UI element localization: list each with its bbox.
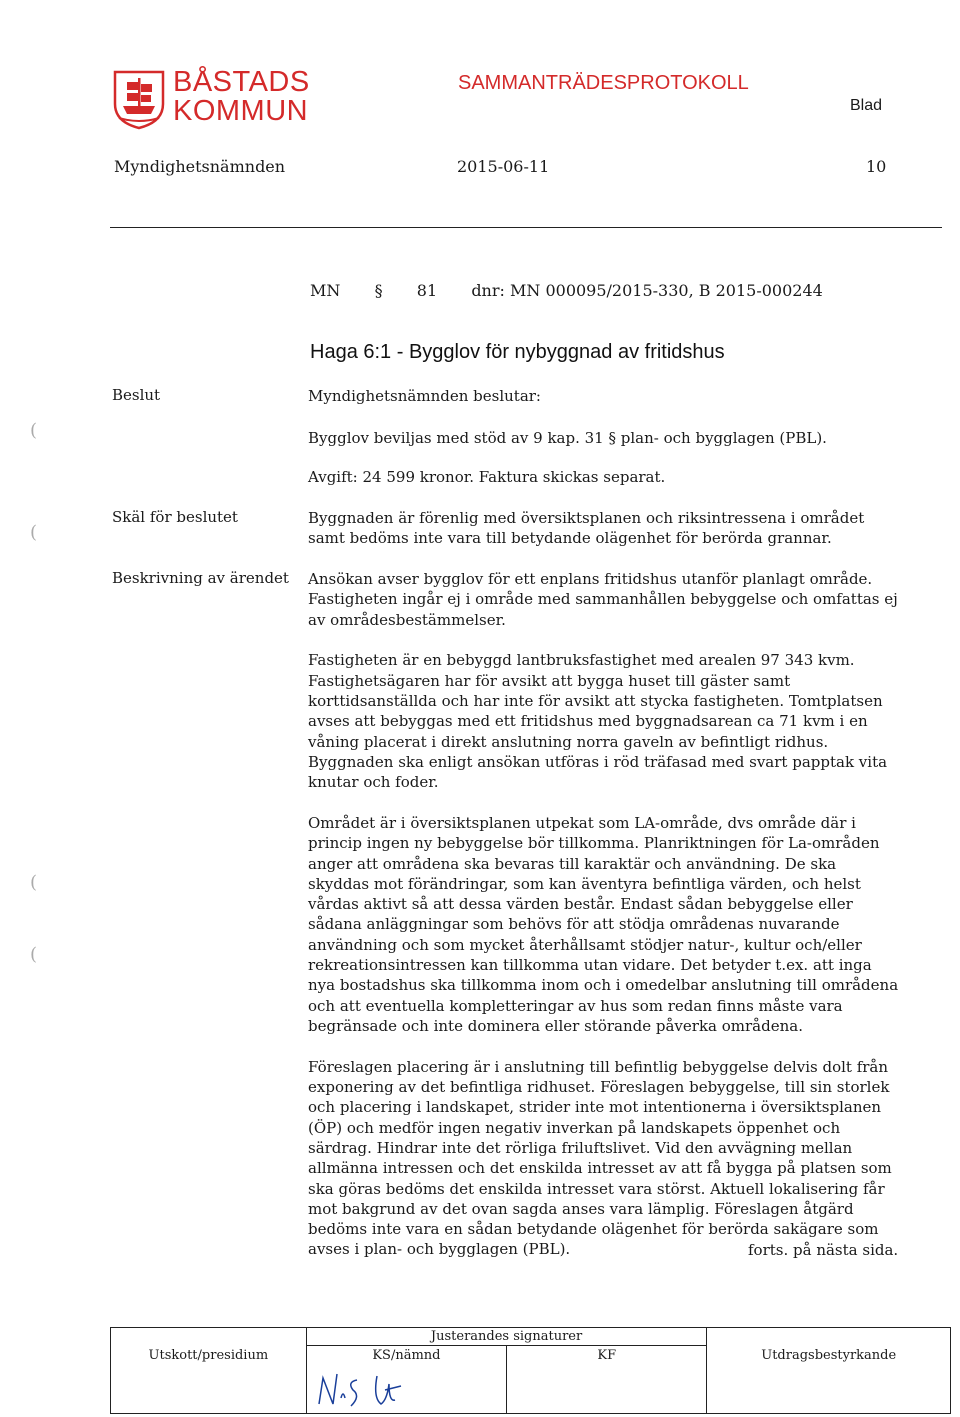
- beskrivning-paragraph-1: Ansökan avser bygglov för ett enplans fritidshus utanför planlagt område. Fastigheten ingår ej i område med sammanhållen bebyggelse och omfattas ej av områdesbestämmelser.: [308, 570, 898, 629]
- col-ks-namnd-label: KS/nämnd: [372, 1348, 441, 1363]
- beslut-line-1: Myndighetsnämnden beslutar:: [308, 387, 541, 405]
- beslut-line-2: Bygglov beviljas med stöd av 9 kap. 31 § plan- och bygglagen (PBL).: [308, 429, 827, 447]
- reference-line: [310, 281, 823, 300]
- diary-number: dnr: MN 000095/2015-330, B 2015-000244: [471, 281, 823, 300]
- municipality-logo: [113, 70, 165, 130]
- handwritten-initials: [315, 1364, 405, 1412]
- col-kf: KF: [507, 1346, 707, 1414]
- protocol-title: SAMMANTRÄDESPROTOKOLL: [458, 72, 749, 94]
- blad-label: Blad: [850, 97, 883, 114]
- continued-note: forts. på nästa sida.: [748, 1241, 899, 1259]
- col-utdragsbestyrkande: Utdragsbestyrkande: [707, 1346, 951, 1414]
- committee-name: Myndighetsnämnden: [114, 157, 286, 176]
- municipality-name-line2: KOMMUN: [173, 95, 309, 127]
- punch-mark-4: (: [30, 944, 38, 965]
- page-number: 10: [866, 157, 887, 176]
- section-sign: §: [374, 281, 383, 300]
- signature-table: [110, 1327, 951, 1414]
- col-ks-namnd: [306, 1346, 506, 1414]
- meeting-date: 2015-06-11: [457, 157, 550, 176]
- beslut-label: Beslut: [112, 386, 161, 404]
- beskrivning-label: Beskrivning av ärendet: [112, 569, 289, 587]
- case-title: Haga 6:1 - Bygglov för nybyggnad av fritidshus: [310, 341, 725, 363]
- municipality-name: [173, 68, 310, 126]
- municipality-name-line1: BÅSTADS: [173, 66, 310, 98]
- section-number: 81: [416, 281, 438, 300]
- beslut-line-3: Avgift: 24 599 kronor. Faktura skickas separat.: [308, 468, 666, 486]
- signature-heading: Justerandes signaturer: [306, 1328, 707, 1346]
- punch-mark-1: (: [30, 420, 38, 441]
- beskrivning-text: [308, 569, 900, 1280]
- punch-mark-2: (: [30, 522, 38, 543]
- header-divider: [110, 227, 942, 228]
- skal-text: Byggnaden är förenlig med översiktsplanen och riksintressena i området samt bedöms inte vara till betydande olägenhet för berörda grannar.: [308, 509, 865, 548]
- col-utskott: Utskott/presidium: [111, 1346, 307, 1414]
- beskrivning-paragraph-4: Föreslagen placering är i anslutning till befintlig bebyggelse delvis dolt från exponering av det befintliga ridhuset. Föreslagen bebyggelse, till sin storlek och placering i landskapet, strider inte mot intentionerna i översiktsplanen (ÖP) och medför ingen negativ inverkan på landskapets öppenhet och särdrag. Hindrar inte det rörliga friluftslivet. Vid den avvägning mellan allmänna intressen och det enskilda intresset av att få bygga på platsen som ska göras bedöms det enskilda intresset vara störst. Aktuell lokalisering får mot bakgrund av det ovan sagda anses vara lämplig. Föreslagen åtgärd bedöms inte vara en sådan betydande olägenhet för berörda sakägare som avses i plan- och bygglagen (PBL).: [308, 1057, 892, 1259]
- beskrivning-paragraph-3: Området är i översiktsplanen utpekat som LA-område, dvs område där i princip ingen ny bebyggelse bör tillkomma. Planriktningen för La-områden anger att områdena ska bevaras till karaktär och användning. De ska skyddas mot förändringar, som kan äventyra befintliga värden, och helst vårdas aktivt så att dessa värden består. Endast sådan bebyggelse eller sådana anläggningar som behövs för att stödja områdenas nuvarande användning och som mycket återhållsamt stödjer natur-, kultur och/eller rekreationsintressen kan tillkomma utan vidare. Det betyder t.ex. att inga nya bostadshus ska tillkomma inom och i omedelbar anslutning till områdena och att eventuella kompletteringar av hus som redan finns måste vara begränsade och inte dominera eller störande påverka områdena.: [308, 813, 899, 1035]
- punch-mark-3: (: [30, 872, 38, 893]
- skal-label: Skäl för beslutet: [112, 508, 238, 526]
- beskrivning-paragraph-2: Fastigheten är en bebyggd lantbruksfastighet med arealen 97 343 kvm. Fastighetsägaren har för avsikt att bygga huset till gäster samt korttidsanställda och har inte för avsikt att stycka fastigheten. Tomtplatsen avses att bebyggas med ett fritidshus med byggnadsarean ca 71 kvm i en våning placerat i direkt anslutning norra gaveln av befintligt ridhus. Byggnaden ska enligt ansökan utföras i röd träfasad med svart papptak vita knutar och foder.: [308, 651, 888, 792]
- mn-label: MN: [310, 281, 341, 300]
